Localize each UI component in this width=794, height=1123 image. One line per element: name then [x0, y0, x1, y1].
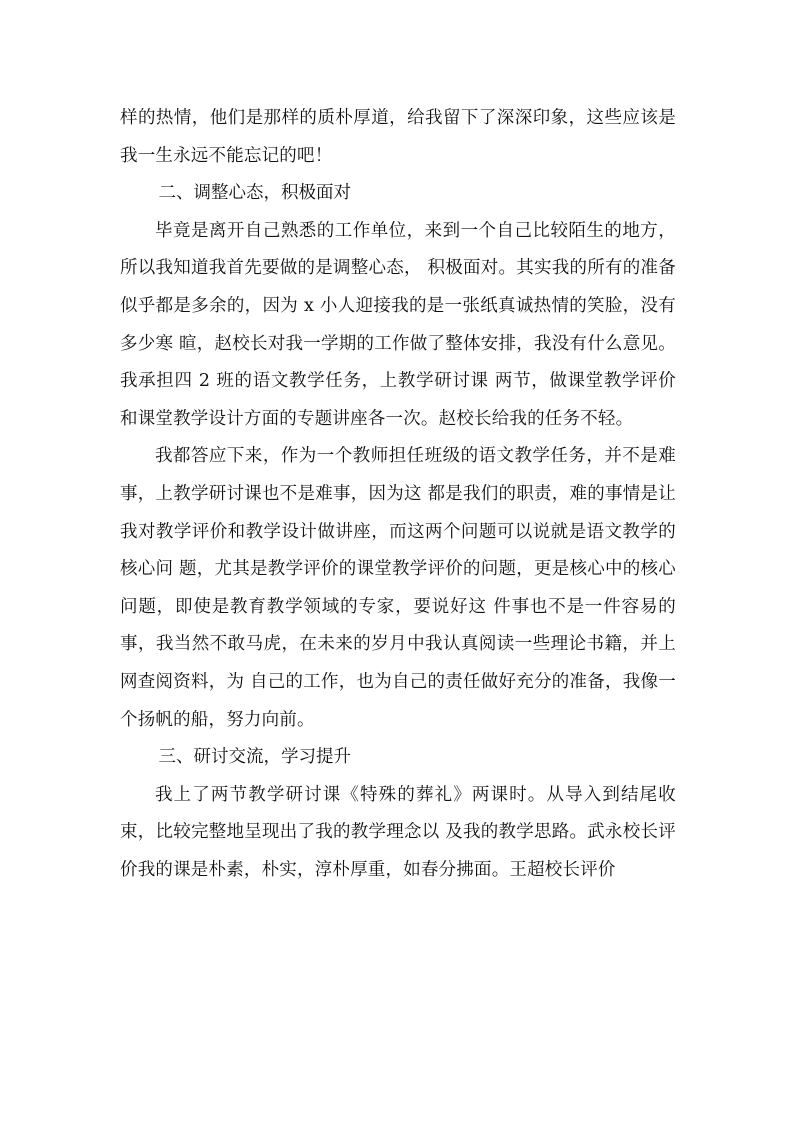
- section-heading-2: 二、调整心态，积极面对: [158, 183, 351, 204]
- paragraph-research-lessons: 我上了两节教学研讨课《特殊的葬礼》两课时。从导入到结尾收束，比较完整地呈现出了我的教学理念以 及我的教学思路。武永校长评价我的课是朴素，朴实，淳朴厚重，如春分拂面。王超校长评价: [120, 784, 676, 880]
- paragraph-continuation: 样的热情，他们是那样的质朴厚道，给我留下了深深印象，这些应该是我一生永远不能忘记的吧！: [120, 108, 676, 166]
- paragraph-accept-tasks: 我都答应下来，作为一个教师担任班级的语文教学任务，并不是难事，上教学研讨课也不是难事，因为这 都是我们的职责，难的事情是让我对教学评价和教学设计做讲座，而这两个问题可以说就是语文教学的核心问 题，尤其是教学评价的课堂教学评价的问题，更是核心中的核心问题，即使是教育教学领域的专家，要说好这 件事也不是一件容易的事，我当然不敢马虎，在未来的岁月中我认真阅读一些理论书籍，并上网查阅资料，为 自己的工作，也为自己的责任做好充分的准备，我像一个扬帆的船，努力向前。: [120, 446, 676, 730]
- section-heading-3: 三、研讨交流，学习提升: [158, 747, 351, 768]
- paragraph-adjust-mindset: 毕竟是离开自己熟悉的工作单位，来到一个自己比较陌生的地方，所以我知道我首先要做的是调整心态， 积极面对。其实我的所有的准备似乎都是多余的，因为 x 小人迎接我的是一张纸真诚热情的笑脸，没有多少寒 暄，赵校长对我一学期的工作做了整体安排，我没有什么意见。我承担四 2 班的语文教学任务，上教学研讨课 两节，做课堂教学评价和课堂教学设计方面的专题讲座各一次。赵校长给我的任务不轻。: [120, 220, 676, 429]
- document-page: [120, 100, 676, 889]
